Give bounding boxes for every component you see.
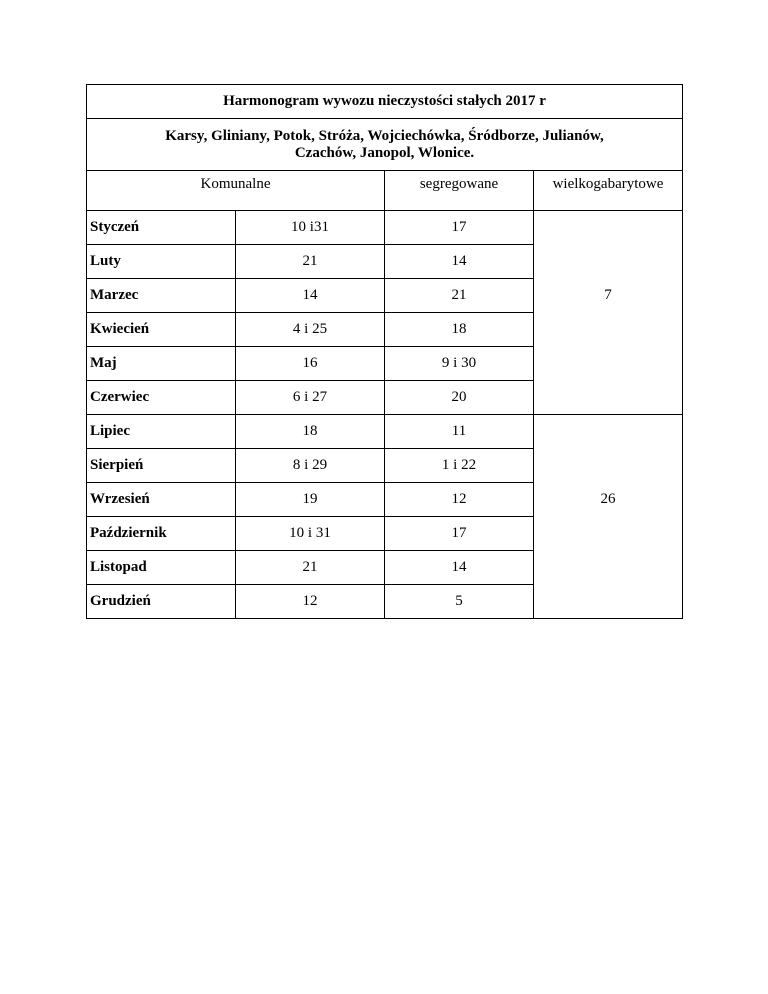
schedule-table (86, 84, 683, 619)
month-name: Styczeń (87, 211, 236, 245)
month-name: Luty (87, 245, 236, 279)
table-row (87, 211, 683, 245)
month-name: Grudzień (87, 585, 236, 619)
month-name: Sierpień (87, 449, 236, 483)
title-row (87, 85, 683, 119)
month-name: Marzec (87, 279, 236, 313)
wielkogabarytowe-cell (534, 245, 683, 279)
month-name: Październik (87, 517, 236, 551)
komunalne-value: 14 (236, 279, 385, 313)
wielkogabarytowe-cell (534, 449, 683, 483)
table-row (87, 313, 683, 347)
segregowane-value: 21 (385, 279, 534, 313)
month-name: Wrzesień (87, 483, 236, 517)
komunalne-value: 19 (236, 483, 385, 517)
komunalne-value: 16 (236, 347, 385, 381)
header-segregowane: segregowane (385, 171, 534, 211)
wielkogabarytowe-cell (534, 313, 683, 347)
wielkogabarytowe-cell (534, 517, 683, 551)
wielkogabarytowe-cell (534, 381, 683, 415)
komunalne-value: 21 (236, 245, 385, 279)
segregowane-value: 14 (385, 551, 534, 585)
segregowane-value: 20 (385, 381, 534, 415)
komunalne-value: 10 i 31 (236, 517, 385, 551)
segregowane-value: 11 (385, 415, 534, 449)
places-line-1: Karsy, Gliniany, Potok, Stróża, Wojciechówka, Śródborze, Julianów, (165, 127, 604, 144)
header-row (87, 171, 683, 211)
komunalne-value: 8 i 29 (236, 449, 385, 483)
table-row (87, 415, 683, 449)
table-row (87, 449, 683, 483)
wielkogabarytowe-cell (534, 585, 683, 619)
komunalne-value: 18 (236, 415, 385, 449)
schedule-title: Harmonogram wywozu nieczystości stałych 2017 r (87, 85, 683, 119)
month-name: Listopad (87, 551, 236, 585)
table-row (87, 551, 683, 585)
wielkogabarytowe-value: 7 (534, 279, 683, 313)
segregowane-value: 1 i 22 (385, 449, 534, 483)
segregowane-value: 17 (385, 211, 534, 245)
month-name: Czerwiec (87, 381, 236, 415)
header-wielkogabarytowe: wielkogabarytowe (534, 171, 683, 211)
wielkogabarytowe-value: 26 (534, 483, 683, 517)
komunalne-value: 6 i 27 (236, 381, 385, 415)
table-row (87, 381, 683, 415)
table-row (87, 517, 683, 551)
segregowane-value: 9 i 30 (385, 347, 534, 381)
places-line-2: Czachów, Janopol, Wlonice. (294, 144, 475, 161)
komunalne-value: 4 i 25 (236, 313, 385, 347)
places-row (87, 119, 683, 171)
month-name: Kwiecień (87, 313, 236, 347)
schedule-document (86, 84, 682, 619)
wielkogabarytowe-cell (534, 551, 683, 585)
segregowane-value: 18 (385, 313, 534, 347)
month-name: Lipiec (87, 415, 236, 449)
wielkogabarytowe-cell (534, 211, 683, 245)
segregowane-value: 14 (385, 245, 534, 279)
table-row (87, 585, 683, 619)
komunalne-value: 12 (236, 585, 385, 619)
segregowane-value: 5 (385, 585, 534, 619)
header-komunalne: Komunalne (87, 171, 385, 211)
wielkogabarytowe-cell (534, 415, 683, 449)
segregowane-value: 12 (385, 483, 534, 517)
wielkogabarytowe-cell (534, 347, 683, 381)
komunalne-value: 10 i31 (236, 211, 385, 245)
segregowane-value: 17 (385, 517, 534, 551)
table-row (87, 347, 683, 381)
places-list (87, 119, 683, 171)
table-row (87, 483, 683, 517)
komunalne-value: 21 (236, 551, 385, 585)
table-row (87, 279, 683, 313)
table-row (87, 245, 683, 279)
month-name: Maj (87, 347, 236, 381)
